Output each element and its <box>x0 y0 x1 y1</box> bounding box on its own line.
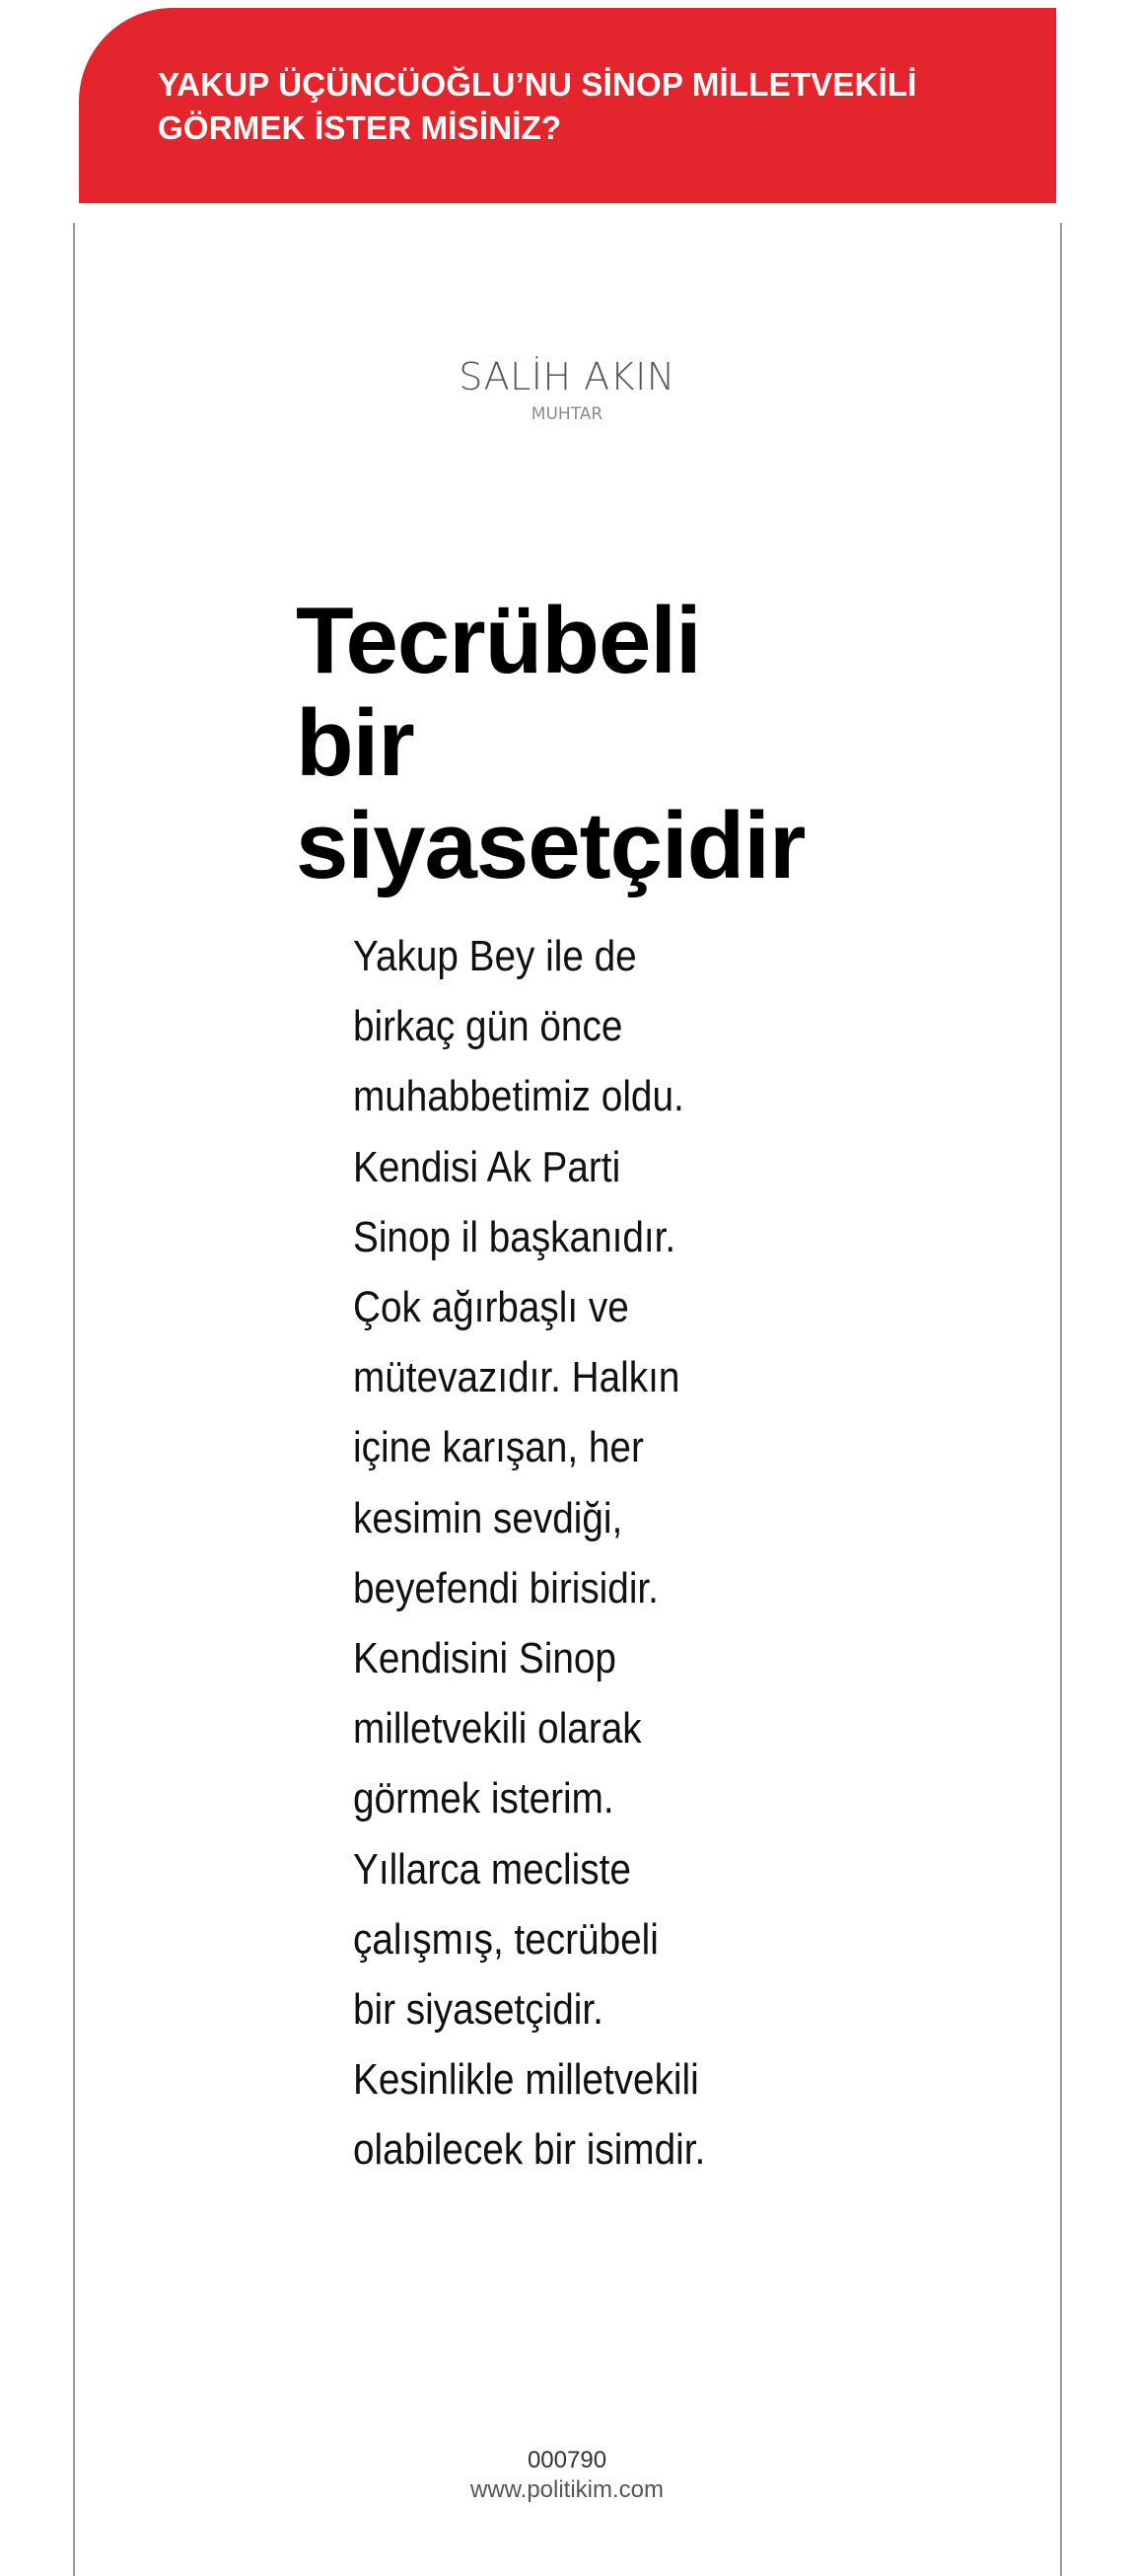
person-role: MUHTAR <box>531 404 603 424</box>
headline-line: Tecrübeli <box>296 588 701 693</box>
article-headline <box>296 590 805 897</box>
body-line: Kesinlikle milletvekili <box>353 2055 699 2105</box>
footer <box>0 2446 1134 2505</box>
body-line: içine karışan, her <box>353 1423 644 1472</box>
body-line: Yakup Bey ile de <box>353 932 637 980</box>
frame-left-border <box>73 223 75 2576</box>
person-name: SALİH AKIN <box>459 355 675 398</box>
banner-title <box>158 63 1056 150</box>
body-line: görmek isterim. <box>353 1774 614 1824</box>
body-line: milletvekili olarak <box>353 1704 642 1753</box>
body-line: Sinop il başkanıdır. <box>353 1212 676 1261</box>
body-line: muhabbetimiz oldu. <box>353 1072 684 1121</box>
website-url: www.politikim.com <box>469 2476 665 2503</box>
header-banner <box>79 8 1056 203</box>
headline-line: siyasetçidir <box>296 793 806 898</box>
body-line: mütevazıdır. Halkın <box>353 1353 680 1402</box>
document-code: 000790 <box>527 2447 607 2473</box>
body-line: beyefendi birisidir. <box>353 1563 659 1612</box>
banner-title-line: YAKUP ÜÇÜNCÜOĞLU’NU SİNOP MİLLETVEKİLİ <box>158 66 917 103</box>
headline-line: bir <box>296 690 414 796</box>
body-line: Kendisi Ak Parti <box>353 1142 621 1191</box>
body-line: birkaç gün önce <box>353 1002 623 1051</box>
body-line: Çok ağırbaşlı ve <box>353 1283 629 1332</box>
frame-right-border <box>1060 223 1062 2576</box>
body-line: kesimin sevdiği, <box>353 1493 623 1542</box>
body-line: bir siyasetçidir. <box>353 1985 603 2035</box>
body-line: Yıllarca mecliste <box>353 1844 631 1894</box>
person-block <box>0 355 1134 424</box>
body-line: olabilecek bir isimdir. <box>353 2125 706 2175</box>
body-line: çalışmış, tecrübeli <box>353 1914 659 1964</box>
body-line: Kendisini Sinop <box>353 1634 616 1683</box>
article-body <box>353 921 705 2185</box>
banner-title-line: GÖRMEK İSTER MİSİNİZ? <box>158 109 562 146</box>
